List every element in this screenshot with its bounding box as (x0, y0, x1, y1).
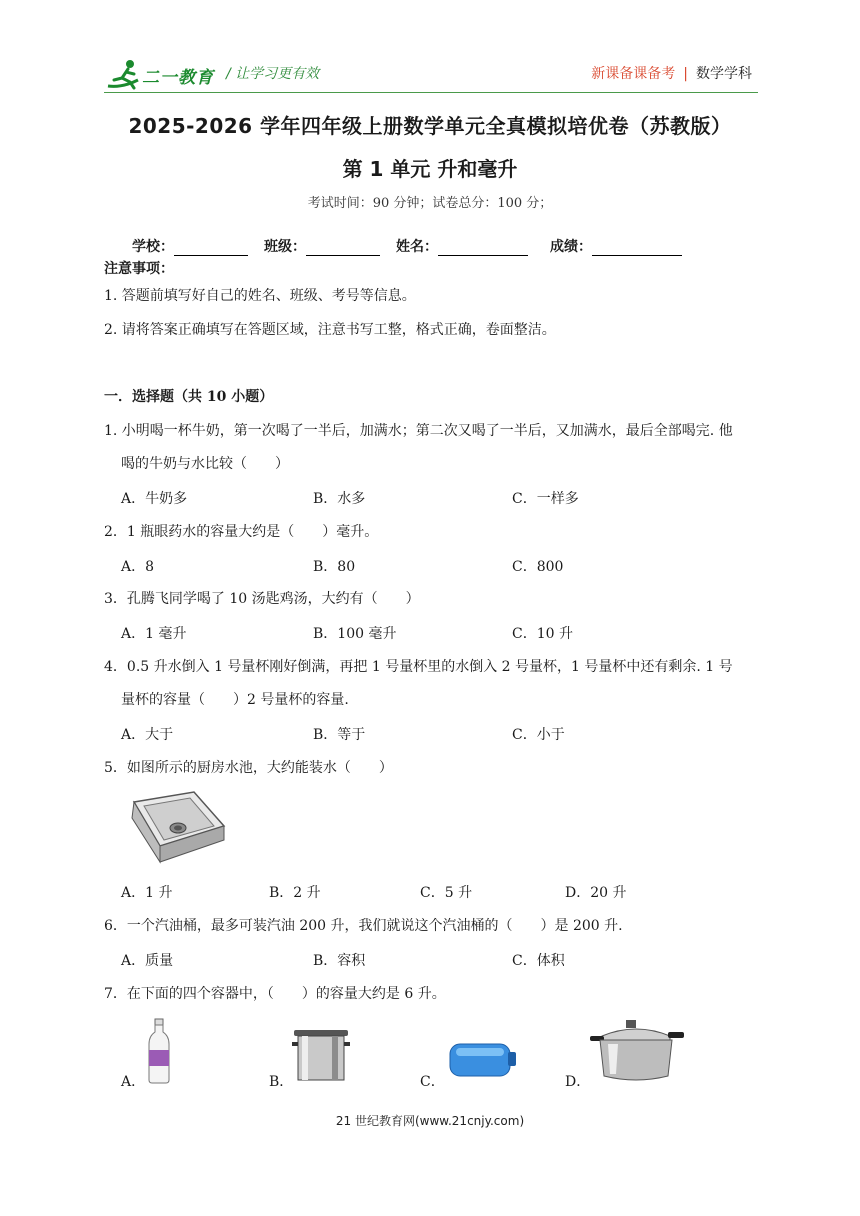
score-field[interactable] (592, 240, 682, 256)
q1-option-b[interactable]: B．水多 (313, 491, 366, 507)
pressure-cooker-image (588, 1018, 686, 1084)
unit-title: 第 1 单元 升和毫升 (342, 157, 518, 181)
q7-option-b[interactable]: B． (269, 1074, 294, 1090)
stock-pot-image (292, 1028, 350, 1082)
blue-barrel-image (446, 1038, 518, 1080)
question-1-text: 1. 小明喝一杯牛奶，第一次喝了一半后，加满水；第二次又喝了一半后，又加满水，最后全部喝完. 他 (104, 423, 733, 439)
question-2-text: 2．1 瓶眼药水的容量大约是（ ）毫升。 (104, 524, 379, 540)
header-rule (104, 92, 758, 93)
student-info-row (132, 236, 698, 256)
question-4-text-cont: 量杯的容量（ ）2 号量杯的容量. (121, 692, 349, 708)
q3-option-a[interactable]: A．1 毫升 (121, 626, 187, 642)
question-7-text: 7．在下面的四个容器中，（ ）的容量大约是 6 升。 (104, 986, 446, 1002)
question-4-text: 4．0.5 升水倒入 1 号量杯刚好倒满，再把 1 号量杯里的水倒入 2 号量杯，1 号量杯中还有剩余. 1 号 (104, 659, 733, 675)
question-1-text-cont: 喝的牛奶与水比较（ ） (121, 456, 289, 472)
q2-option-b[interactable]: B．80 (313, 559, 356, 575)
header-divider: | (683, 66, 688, 82)
q4-option-a[interactable]: A．大于 (121, 727, 174, 743)
notice-heading: 注意事项： (104, 261, 174, 277)
q1-option-a[interactable]: A．牛奶多 (121, 491, 188, 507)
exam-title: 2025-2026 学年四年级上册数学单元全真模拟培优卷（苏教版） (128, 114, 732, 138)
q6-option-b[interactable]: B．容积 (313, 953, 366, 969)
notice-item: 1. 答题前填写好自己的姓名、班级、考号等信息。 (104, 288, 416, 304)
school-label: 学校： (132, 239, 174, 255)
q5-option-c[interactable]: C．5 升 (420, 885, 473, 901)
question-5-text: 5．如图所示的厨房水池，大约能装水（ ） (104, 760, 393, 776)
subject-label: 数学学科 (696, 66, 752, 82)
notice-item: 2. 请将答案正确填写在答题区域，注意书写工整，格式正确，卷面整洁。 (104, 322, 556, 338)
q3-option-c[interactable]: C．10 升 (512, 626, 573, 642)
q4-option-b[interactable]: B．等于 (313, 727, 366, 743)
question-6-text: 6．一个汽油桶，最多可装汽油 200 升，我们就说这个汽油桶的（ ）是 200 升. (104, 918, 623, 934)
class-field[interactable] (306, 240, 380, 256)
q5-option-b[interactable]: B．2 升 (269, 885, 321, 901)
page-footer: 21 世纪教育网(www.21cnjy.com) (335, 1114, 525, 1128)
name-label: 姓名： (396, 239, 438, 255)
q6-option-a[interactable]: A．质量 (121, 953, 174, 969)
header-label: 新课备课备考 (591, 66, 676, 82)
q6-option-c[interactable]: C．体积 (512, 953, 565, 969)
q5-option-a[interactable]: A．1 升 (121, 885, 173, 901)
slogan: / 让学习更有效 (226, 66, 320, 82)
q4-option-c[interactable]: C．小于 (512, 727, 565, 743)
q7-option-d[interactable]: D． (565, 1074, 591, 1090)
school-field[interactable] (174, 240, 248, 256)
question-3-text: 3．孔腾飞同学喝了 10 汤匙鸡汤，大约有（ ） (104, 591, 420, 607)
logo-text: 二一教育 (142, 68, 214, 88)
header-right (591, 63, 752, 83)
q1-option-c[interactable]: C．一样多 (512, 491, 579, 507)
sink-image (124, 788, 228, 868)
section-heading: 一．选择题（共 10 小题） (104, 389, 274, 405)
q7-option-c[interactable]: C． (420, 1074, 445, 1090)
q3-option-b[interactable]: B．100 毫升 (313, 626, 397, 642)
q2-option-c[interactable]: C．800 (512, 559, 564, 575)
name-field[interactable] (438, 240, 528, 256)
q5-option-d[interactable]: D．20 升 (565, 885, 627, 901)
class-label: 班级： (264, 239, 306, 255)
exam-meta: 考试时间：90 分钟；试卷总分：100 分； (307, 196, 553, 211)
water-bottle-image (146, 1018, 172, 1084)
q7-option-a[interactable]: A． (121, 1074, 146, 1090)
q2-option-a[interactable]: A．8 (121, 559, 155, 575)
score-label: 成绩： (550, 239, 592, 255)
